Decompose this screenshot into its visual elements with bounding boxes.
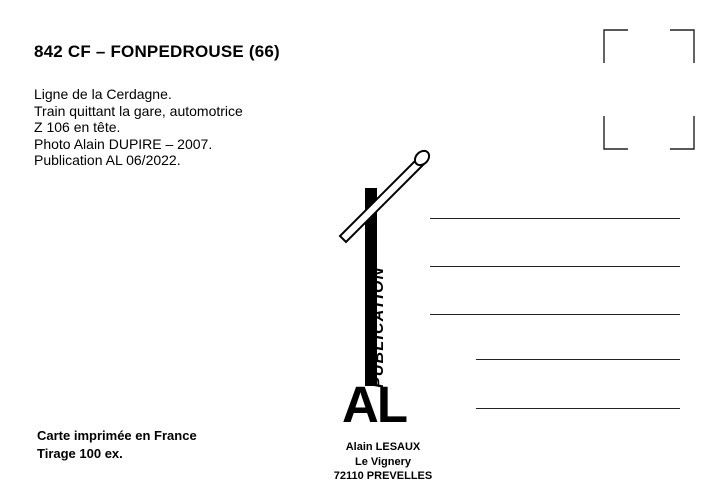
description-line: Train quittant la gare, automotrice [34, 102, 243, 119]
address-line [476, 359, 680, 360]
publisher-place: Le Vignery [354, 455, 412, 468]
publisher-name: Alain LESAUX [345, 441, 421, 453]
print-run: Tirage 100 ex. [37, 446, 123, 461]
publisher-address [333, 440, 433, 484]
description-line: Publication AL 06/2022. [34, 152, 181, 168]
address-line [430, 314, 680, 315]
description-line: Photo Alain DUPIRE – 2007. [34, 135, 213, 152]
card-title: 842 CF – FONPEDROUSE (66) [34, 42, 280, 61]
address-line [430, 218, 680, 219]
address-line [476, 408, 680, 409]
stamp-box-icon [603, 29, 695, 150]
printed-in-france: Carte imprimée en France [37, 428, 197, 443]
card-description [34, 86, 243, 169]
footer-info [37, 427, 197, 463]
address-line [430, 266, 680, 267]
publisher-city: 72110 PREVELLES [333, 470, 433, 482]
description-line: Z 106 en tête. [34, 119, 121, 135]
description-line: Ligne de la Cerdagne. [34, 86, 172, 102]
logo-al-letters: AL [342, 376, 406, 433]
logo-publication-text: PUBLICATION [370, 266, 387, 388]
